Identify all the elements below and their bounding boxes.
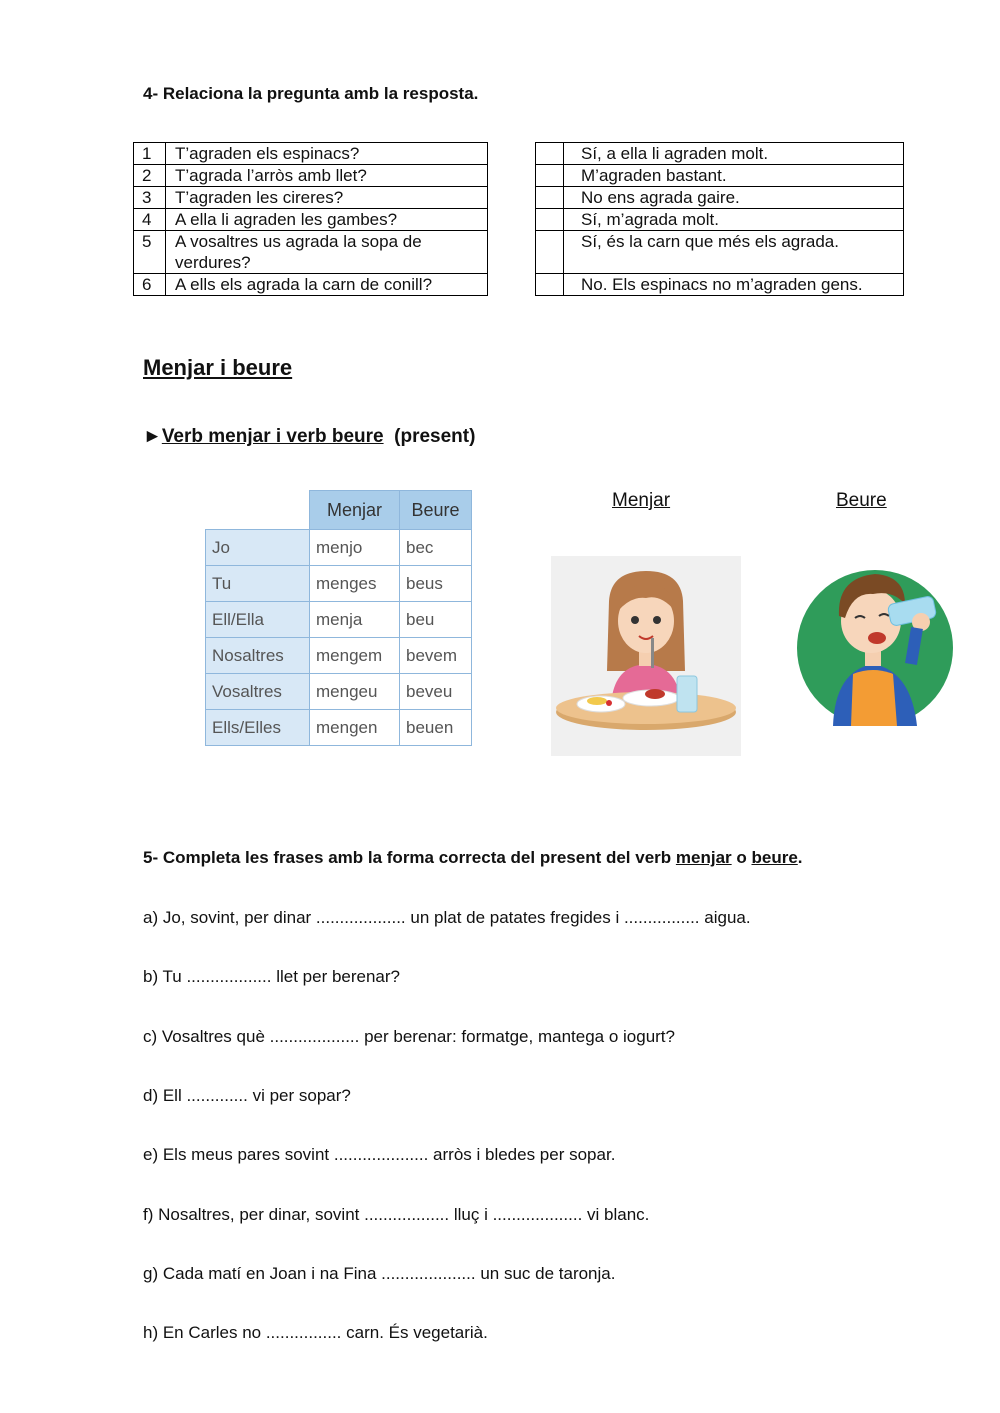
table-row xyxy=(134,165,488,187)
answer-text: M’agraden bastant. xyxy=(564,165,904,187)
menjar-cell: mengen xyxy=(310,710,400,746)
table-row xyxy=(206,602,472,638)
beure-cell: bevem xyxy=(400,638,472,674)
answer-slot[interactable] xyxy=(536,231,564,274)
sentence-g: g) Cada matí en Joan i na Fina .................... un suc de taronja. xyxy=(143,1264,616,1283)
menjar-cell: mengem xyxy=(310,638,400,674)
person-cell: Vosaltres xyxy=(206,674,310,710)
question-text: A ella li agraden les gambes? xyxy=(166,209,488,231)
verb-subtitle xyxy=(143,426,475,448)
answer-slot[interactable] xyxy=(536,274,564,296)
beure-cell: beus xyxy=(400,566,472,602)
table-row xyxy=(536,143,904,165)
table-row xyxy=(536,209,904,231)
beure-cell: beu xyxy=(400,602,472,638)
question-number: 4 xyxy=(134,209,166,231)
header-beure: Beure xyxy=(400,491,472,530)
exercise-4-title: 4- Relaciona la pregunta amb la resposta. xyxy=(143,84,479,103)
verb-beure: beure xyxy=(751,848,798,867)
question-number: 6 xyxy=(134,274,166,296)
exercise-5-title xyxy=(143,848,803,868)
sentence-e: e) Els meus pares sovint .................... arròs i bledes per sopar. xyxy=(143,1145,616,1164)
table-row xyxy=(536,187,904,209)
menjar-cell: menges xyxy=(310,566,400,602)
section-title: Menjar i beure xyxy=(143,355,293,380)
subtitle-text: Verb menjar i verb beure xyxy=(161,426,384,447)
person-cell: Ells/Elles xyxy=(206,710,310,746)
table-row xyxy=(206,530,472,566)
sentence-d: d) Ell ............. vi per sopar? xyxy=(143,1086,351,1105)
table-row xyxy=(206,566,472,602)
answer-slot[interactable] xyxy=(536,143,564,165)
table-row xyxy=(206,674,472,710)
arrow-icon: ► xyxy=(143,426,162,447)
answer-text: No ens agrada gaire. xyxy=(564,187,904,209)
menjar-cell: menja xyxy=(310,602,400,638)
menjar-label: Menjar xyxy=(612,490,671,511)
person-cell: Jo xyxy=(206,530,310,566)
header-menjar: Menjar xyxy=(310,491,400,530)
sentence-h: h) En Carles no ................ carn. És vegetarià. xyxy=(143,1323,488,1342)
answer-slot[interactable] xyxy=(536,165,564,187)
answers-table xyxy=(535,142,904,296)
answer-text: Sí, és la carn que més els agrada. xyxy=(564,231,904,274)
question-number: 3 xyxy=(134,187,166,209)
question-number: 2 xyxy=(134,165,166,187)
answer-text: Sí, a ella li agraden molt. xyxy=(564,143,904,165)
table-row xyxy=(134,209,488,231)
menjar-cell: mengeu xyxy=(310,674,400,710)
sentence-b: b) Tu .................. llet per berenar? xyxy=(143,967,401,986)
beure-cell: beuen xyxy=(400,710,472,746)
table-row xyxy=(536,274,904,296)
sentence-c: c) Vosaltres què ................... per berenar: formatge, mantega o iogurt? xyxy=(143,1027,675,1046)
question-number: 5 xyxy=(134,231,166,274)
question-text: T’agraden les cireres? xyxy=(166,187,488,209)
person-cell: Ell/Ella xyxy=(206,602,310,638)
answer-slot[interactable] xyxy=(536,187,564,209)
table-row xyxy=(134,231,488,274)
ex5-conj: o xyxy=(731,848,752,867)
girl-eating-illustration xyxy=(551,556,741,756)
sentence-a: a) Jo, sovint, per dinar ................... un plat de patates fregides i ................ aigua. xyxy=(143,908,751,927)
ex5-title-text: 5- Completa les frases amb la forma correcta del present del verb xyxy=(143,848,676,867)
answer-text: No. Els espinacs no m’agraden gens. xyxy=(564,274,904,296)
answer-slot[interactable] xyxy=(536,209,564,231)
person-cell: Tu xyxy=(206,566,310,602)
person-cell: Nosaltres xyxy=(206,638,310,674)
questions-table xyxy=(133,142,488,296)
table-row xyxy=(134,274,488,296)
subtitle-suffix: (present) xyxy=(394,426,476,447)
header-empty xyxy=(206,491,310,530)
table-row xyxy=(134,143,488,165)
question-text: A ells els agrada la carn de conill? xyxy=(166,274,488,296)
ex5-end: . xyxy=(797,848,803,867)
boy-drinking-illustration xyxy=(793,556,958,726)
answer-text: Sí, m’agrada molt. xyxy=(564,209,904,231)
table-row xyxy=(134,187,488,209)
menjar-cell: menjo xyxy=(310,530,400,566)
sentence-f: f) Nosaltres, per dinar, sovint .................. lluç i ................... vi blanc. xyxy=(143,1205,650,1224)
beure-label: Beure xyxy=(836,490,887,511)
table-row xyxy=(206,638,472,674)
question-text: T’agrada l’arròs amb llet? xyxy=(166,165,488,187)
table-row xyxy=(536,231,904,274)
table-row xyxy=(536,165,904,187)
verb-menjar: menjar xyxy=(675,848,732,867)
beure-cell: beveu xyxy=(400,674,472,710)
table-row xyxy=(206,710,472,746)
beure-cell: bec xyxy=(400,530,472,566)
question-number: 1 xyxy=(134,143,166,165)
conjugation-table xyxy=(205,490,473,735)
question-text: A vosaltres us agrada la sopa de verdures? xyxy=(166,231,488,274)
question-text: T’agraden els espinacs? xyxy=(166,143,488,165)
